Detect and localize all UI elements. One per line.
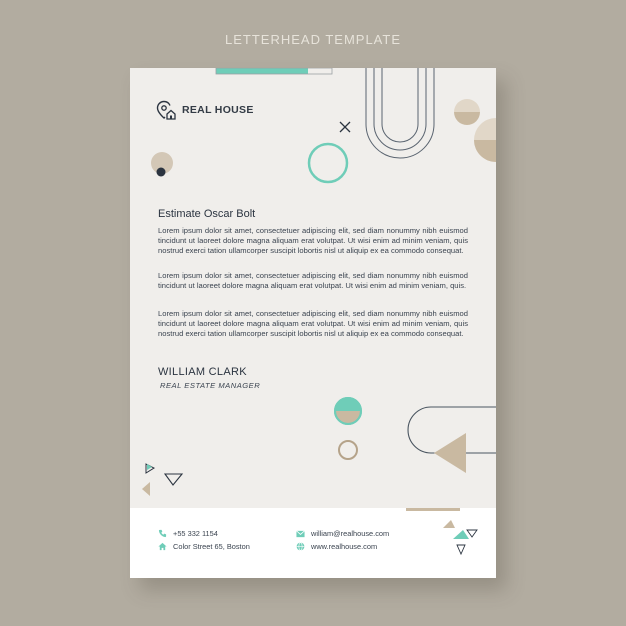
teal-ring: [309, 144, 347, 182]
split-circle-small: [454, 99, 480, 125]
top-bar: [216, 68, 308, 74]
body-paragraph-1: Lorem ipsum dolor sit amet, consectetuer adipiscing elit, sed diam nonummy nibh euismod tincidunt ut laoreet dolore magna aliquam erat volutpat. Ut wisi enim ad minim veniam, quis nostrud exerci tation ullamcorper suscipit lobortis nisl ut aliquip ex ea commodo consequat.: [158, 226, 468, 255]
small-tan-triangle: [142, 482, 150, 496]
phone-icon: [158, 529, 167, 538]
letterhead-footer: [130, 508, 496, 578]
outline-triangle: [165, 474, 182, 485]
signature-role: REAL ESTATE MANAGER: [160, 381, 261, 390]
home-icon: [158, 542, 167, 551]
address-text: Color Street 65, Boston: [173, 542, 250, 551]
footer-email: [296, 529, 389, 538]
footer-website: [296, 542, 377, 551]
globe-icon: [296, 542, 305, 551]
body-paragraph-3: Lorem ipsum dolor sit amet, consectetuer adipiscing elit, sed diam nonummy nibh euismod tincidunt ut laoreet dolore magna aliquam erat volutpat. Ut wisi enim ad minim veniam, quis nostrud exerci tation ullamcorper suscipit lobortis nisl ut aliquip ex ea commodo consequat.: [158, 309, 468, 338]
navy-dot: [157, 168, 166, 177]
split-circle-mid: [335, 398, 361, 424]
website-text[interactable]: www.realhouse.com: [311, 542, 378, 551]
nested-arches: [366, 68, 434, 158]
signature-name: WILLIAM CLARK: [158, 366, 247, 378]
phone-text: +55 332 1154: [173, 529, 218, 538]
cross-mark: [340, 122, 350, 132]
house-pin-icon: [156, 100, 176, 120]
mail-icon: [296, 530, 305, 538]
email-text[interactable]: william@realhouse.com: [311, 529, 390, 538]
letter-title: Estimate Oscar Bolt: [158, 208, 256, 220]
brand-name: REAL HOUSE: [182, 104, 254, 116]
split-circle-large: [474, 118, 496, 162]
footer-address: [158, 542, 250, 551]
page-heading: LETTERHEAD TEMPLATE: [225, 32, 401, 47]
footer-phone: [158, 529, 218, 538]
tan-triangle: [434, 433, 466, 473]
brand-logo: [156, 100, 254, 120]
body-paragraph-2: Lorem ipsum dolor sit amet, consectetuer adipiscing elit, sed diam nonummy nibh euismod tincidunt ut laoreet dolore magna aliquam erat volutpat. Ut wisi enim ad minim veniam, quis.: [158, 271, 468, 290]
small-teal-triangle: [147, 464, 152, 470]
letterhead-sheet: [130, 68, 496, 578]
tan-ring: [339, 441, 357, 459]
